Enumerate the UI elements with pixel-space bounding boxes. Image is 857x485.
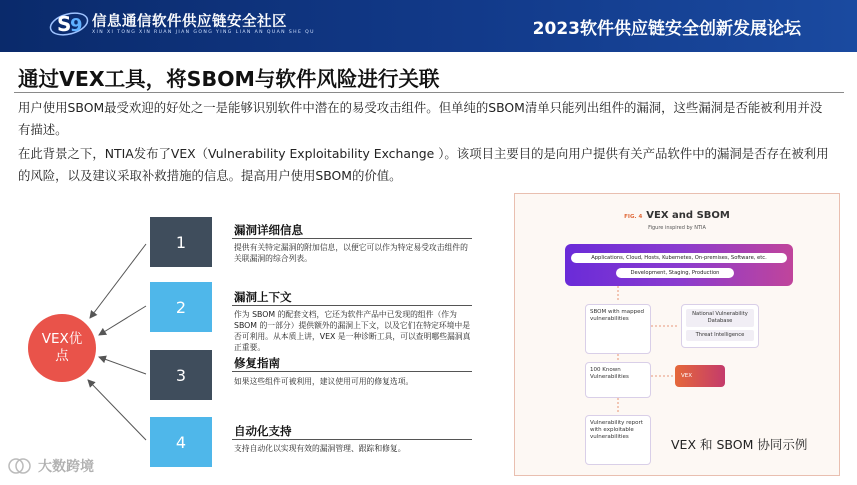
svg-text:S: S bbox=[57, 12, 72, 36]
vex-benefits-circle: VEX优点 bbox=[28, 314, 96, 382]
figure-title-text: VEX and SBOM bbox=[646, 210, 730, 221]
item-divider-4 bbox=[232, 439, 472, 440]
vex-sbom-figure bbox=[514, 193, 840, 476]
known-vulns-card: 100 Known Vulnerabilities bbox=[585, 362, 651, 398]
env-pill: Development, Staging, Production bbox=[616, 268, 734, 278]
item-title-2: 漏洞上下文 bbox=[234, 290, 292, 304]
intro-paragraph-1: 用户使用SBOM最受欢迎的好处之一是能够识别软件中潜在的易受攻击组件。但单纯的SBOM清单只能列出组件的漏洞，这些漏洞是否能被利用并没有描述。 bbox=[18, 100, 823, 137]
arrow-4 bbox=[88, 380, 146, 440]
arrow-3 bbox=[99, 357, 146, 374]
nvd-card bbox=[681, 304, 759, 348]
item-title-3: 修复指南 bbox=[234, 356, 280, 370]
figure-subtitle: Figure inspired by NTIA bbox=[648, 225, 706, 231]
figure-number: FIG. 4 bbox=[624, 214, 643, 220]
item-desc-4: 支持自动化以实现有效的漏洞管理、跟踪和修复。 bbox=[234, 444, 406, 453]
org-pinyin: XIN XI TONG XIN RUAN JIAN GONG YING LIAN AN QUAN SHE QU bbox=[92, 30, 315, 35]
org-name: 信息通信软件供应链安全社区 bbox=[92, 14, 287, 30]
nvd-label: National Vulnerability Database bbox=[686, 309, 754, 327]
slide-title: 通过VEX工具，将SBOM与软件风险进行关联 bbox=[18, 67, 440, 91]
item-desc-2: 作为 SBOM 的配套文档，它还为软件产品中已发现的组件（作为 SBOM 的一部分）提供额外的漏洞上下文，以及它们在特定环境中是否可利用。从本质上讲，VEX 是一种诊断工具，可以查明哪些漏洞真正重要。 bbox=[234, 310, 471, 352]
intro-paragraph-2: 在此背景之下，NTIA发布了VEX（Vulnerability Exploitability Exchange ）。该项目主要目的是向用户提供有关产品软件中的漏洞是否存在被利用的风险，以及建议采取补救措施的信息。提高用户使用SBOM的价值。 bbox=[18, 146, 829, 183]
threat-label: Threat Intelligence bbox=[686, 330, 754, 341]
watermark-text: 大数跨境 bbox=[38, 459, 94, 475]
watermark-logo-icon bbox=[6, 456, 34, 476]
item-desc-1: 提供有关特定漏洞的附加信息，以便它可以作为特定易受攻击组件的关联漏洞的综合列表。 bbox=[234, 243, 468, 263]
item-number-1: 1 bbox=[150, 217, 212, 267]
item-number-2: 2 bbox=[150, 282, 212, 332]
apps-pill: Applications, Cloud, Hosts, Kubernetes, On-premises, Software, etc. bbox=[571, 253, 787, 263]
item-divider-3 bbox=[232, 371, 472, 372]
item-number-3: 3 bbox=[150, 350, 212, 400]
forum-title: 2023软件供应链安全创新发展论坛 bbox=[532, 19, 801, 39]
sbom-card: SBOM with mapped vulnerabilities bbox=[585, 304, 651, 354]
item-title-4: 自动化支持 bbox=[234, 424, 292, 438]
item-desc-3: 如果这些组件可被利用，建议使用可用的修复选项。 bbox=[234, 377, 414, 386]
arrow-2 bbox=[99, 306, 146, 335]
arrow-1 bbox=[90, 244, 146, 318]
item-title-1: 漏洞详细信息 bbox=[234, 223, 303, 237]
vex-box: VEX bbox=[675, 365, 725, 387]
header-banner bbox=[0, 0, 857, 52]
item-divider-2 bbox=[232, 305, 472, 306]
title-divider bbox=[14, 92, 844, 93]
community-logo-icon bbox=[48, 6, 90, 42]
report-card: Vulnerability report with exploitable vulnerabilities bbox=[585, 415, 651, 465]
svg-text:9: 9 bbox=[70, 15, 83, 36]
item-number-4: 4 bbox=[150, 417, 212, 467]
figure-caption: VEX 和 SBOM 协同示例 bbox=[671, 437, 808, 452]
item-divider-1 bbox=[232, 238, 472, 239]
